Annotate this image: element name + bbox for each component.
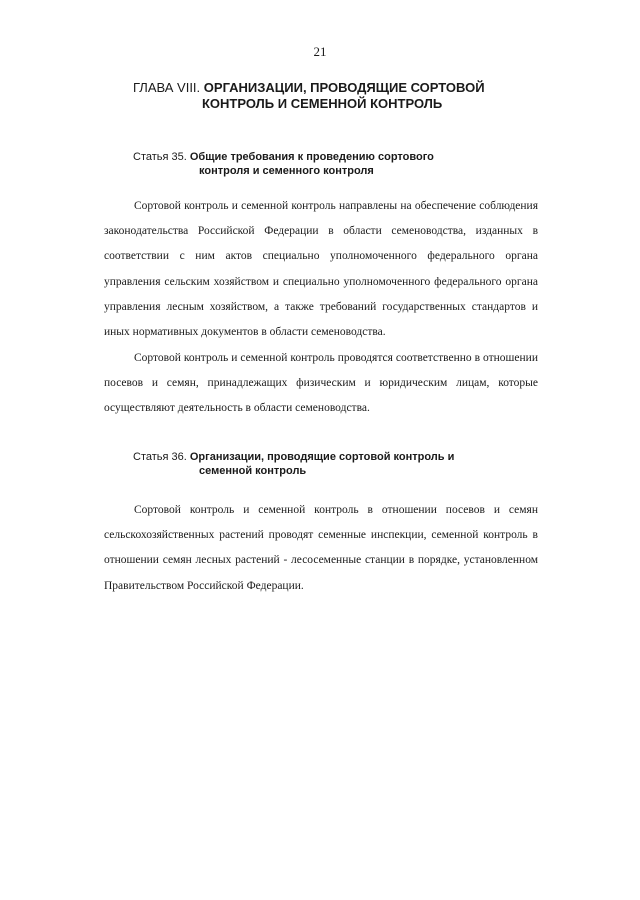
- chapter-title-line2: КОНТРОЛЬ И СЕМЕННОЙ КОНТРОЛЬ: [202, 96, 443, 111]
- article-36-title-line2: семенной контроль: [199, 465, 307, 477]
- article-36-paragraph-1: Сортовой контроль и семенной контроль в отношении посевов и семян сельскохозяйственных растений проводят семенные инспекции, семенной контроль в отношении семян лесных растений - лесосеменные станции в порядке, установленном Правительством Российской Федерации.: [104, 504, 538, 592]
- chapter-title-line1: ОРГАНИЗАЦИИ, ПРОВОДЯЩИЕ СОРТОВОЙ: [203, 80, 485, 95]
- page-number: 21: [313, 44, 327, 59]
- article-36-title-line1: Организации, проводящие сортовой контроль и: [189, 451, 455, 463]
- article-35-title-line2: контроля и семенного контроля: [199, 165, 374, 177]
- article-36-label: Статья 36.: [133, 451, 187, 463]
- article-36-heading: [133, 450, 553, 478]
- article-35-paragraph-1: Сортовой контроль и семенной контроль направлены на обеспечение соблюдения законодательства Российской Федерации в области семеноводства, изданных в соответствии с ним актов специально уполномоченного федерального органа управления сельским хозяйством и специально уполномоченного федерального органа управления лесным хозяйством, а также требований государственных стандартов и иных нормативных документов в области семеноводства.: [104, 200, 538, 339]
- chapter-title: [133, 80, 493, 112]
- article-35-title-line1: Общие требования к проведению сортового: [189, 151, 434, 163]
- article-35-label: Статья 35.: [133, 151, 187, 163]
- article-35-heading: [133, 150, 553, 178]
- article-35-paragraph-2: Сортовой контроль и семенной контроль проводятся соответственно в отношении посевов и семян, принадлежащих физическим и юридическим лицам, которые осуществляют деятельность в области семеноводства.: [104, 352, 538, 415]
- chapter-label: ГЛАВА VIII.: [133, 80, 201, 95]
